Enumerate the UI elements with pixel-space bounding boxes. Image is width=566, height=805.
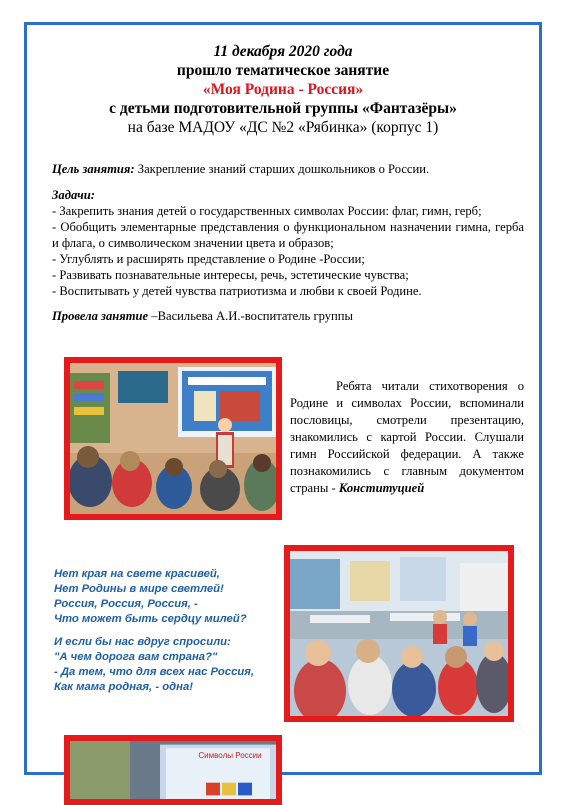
poem-line: Нет края на свете красивей, — [54, 568, 220, 580]
event-date: 11 декабря 2020 года — [213, 43, 353, 60]
slide-title: Символы России — [198, 751, 262, 760]
poem-line: Как мама родная, - одна! — [54, 681, 193, 693]
page-frame-right — [539, 22, 542, 774]
goal-section — [52, 161, 524, 177]
poem-stanza-2 — [54, 635, 284, 695]
goal-label: Цель занятия: — [52, 162, 135, 176]
poem-line: "А чем дорога вам страна?" — [54, 651, 218, 663]
event-title: «Моя Родина - Россия» — [202, 81, 364, 98]
task-item: - Углублять и расширять представление о Родине -России; — [52, 252, 365, 266]
task-item: - Развивать познавательные интересы, речь, эстетические чувства; — [52, 268, 409, 282]
tasks-section — [52, 187, 524, 299]
photo-russia-symbols-slide — [64, 735, 282, 805]
conducted-section — [52, 308, 524, 324]
task-item: - Закрепить знания детей о государственных символах России: флаг, гимн, герб; — [52, 204, 482, 218]
activity-description — [290, 378, 524, 497]
poem-line: Россия, Россия, Россия, - — [54, 598, 198, 610]
poem-line: И если бы нас вдруг спросили: — [54, 636, 231, 648]
page-frame-top — [24, 22, 542, 25]
conducted-label: Провела занятие — [52, 309, 149, 323]
header-line-4: с детьми подготовительной группы «Фантазёры» — [109, 100, 457, 117]
header-line-2: прошло тематическое занятие — [176, 62, 390, 79]
activity-text: Ребята читали стихотворения о Родине и символах России, вспоминали пословицы, смотрели презентацию, знакомились с картой России. Слушали гимн Российской федерации. А также познакомились с главным документом страны - — [290, 379, 524, 495]
constitution-emphasis: Конституцией — [338, 481, 425, 495]
poem-line: Что может быть сердцу милей? — [54, 613, 247, 625]
conducted-text: –Васильева А.И.-воспитатель группы — [148, 309, 353, 323]
photo-presentation — [64, 357, 282, 520]
poem-line: Нет Родины в мире светлей! — [54, 583, 224, 595]
photo-group-children — [284, 545, 514, 722]
poem-line: - Да тем, что для всех нас Россия, — [54, 666, 255, 678]
photo-presentation-image — [70, 363, 276, 514]
poem-stanza-1 — [54, 567, 284, 627]
photo-group-children-image — [290, 551, 508, 716]
header-line-5: на базе МАДОУ «ДС №2 «Рябинка» (корпус 1) — [127, 119, 439, 136]
page-frame-left — [24, 22, 27, 774]
page-header — [40, 42, 526, 137]
goal-text: Закрепление знаний старших дошкольников о России. — [134, 162, 430, 176]
tasks-label: Задачи: — [52, 188, 95, 202]
task-item: - Воспитывать у детей чувства патриотизма и любви к своей Родине. — [52, 284, 422, 298]
task-item: - Обобщить элементарные представления о функциональном назначении гимна, герба и флага, о символическом значении цвета и образов; — [52, 220, 524, 250]
photo-slide-image — [70, 741, 276, 799]
poem — [54, 567, 284, 703]
